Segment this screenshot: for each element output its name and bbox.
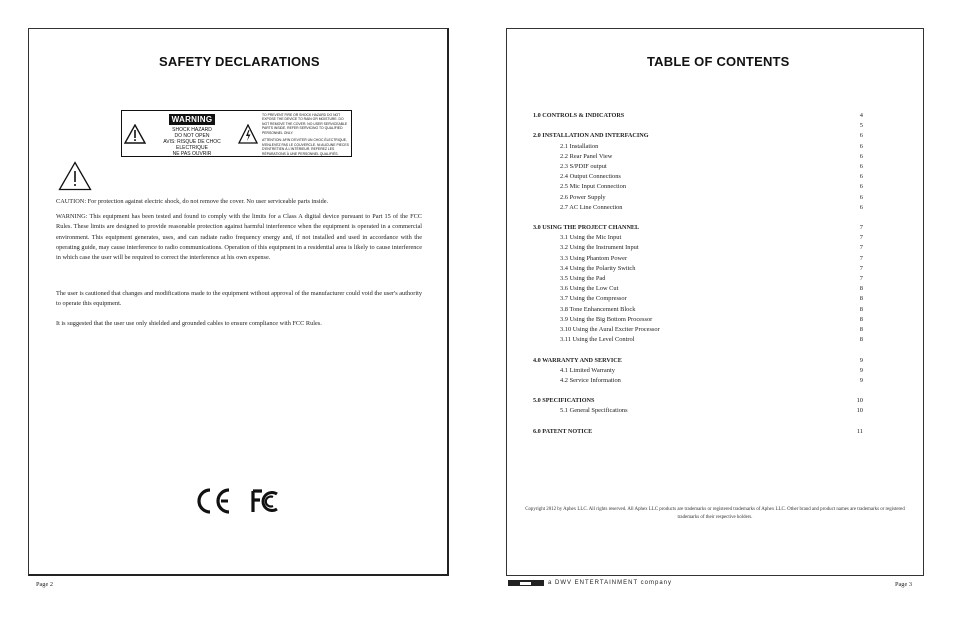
toc-entry-title: 2.5 Mic Input Connection bbox=[560, 183, 627, 191]
warning-line: NE PAS OUVRIR bbox=[172, 151, 212, 157]
toc-entry-page: 8 bbox=[859, 336, 863, 344]
toc-entry-page: 7 bbox=[859, 224, 863, 232]
toc-entry-title: 1.0 CONTROLS & INDICATORS bbox=[533, 112, 625, 119]
toc-entry-title: 3.2 Using the Instrument Input bbox=[560, 244, 639, 252]
toc-entry-page: 5 bbox=[859, 122, 863, 130]
page-title: SAFETY DECLARATIONS bbox=[159, 54, 320, 69]
toc-entry-title: 2.4 Output Connections bbox=[560, 173, 621, 181]
brand-footer bbox=[508, 579, 672, 587]
brand-tagline: a DWV ENTERTAINMENT company bbox=[548, 580, 673, 586]
toc-entry-page: 6 bbox=[859, 203, 863, 211]
toc-entry[interactable] bbox=[533, 203, 863, 213]
toc-entry[interactable] bbox=[533, 294, 863, 304]
cable-paragraph: It is suggested that the user use only shielded and grounded cables to ensure compliance with FCC Rules. bbox=[56, 320, 322, 327]
toc-entry-title: 3.3 Using Phantom Power bbox=[560, 254, 628, 262]
toc-spacer bbox=[533, 213, 863, 223]
toc-entry-page: 4 bbox=[859, 112, 863, 119]
warning-triangle-icon bbox=[122, 111, 148, 156]
toc-entry-page: 8 bbox=[859, 325, 863, 333]
copyright-notice: Copyright 2012 by Aphex LLC. All rights reserved. All Aphex LLC products are trademarks or registered trademarks of Aphex LLC. Other brand and product names are trademarks or registered trademarks of their respective holders. bbox=[525, 507, 905, 520]
ce-mark-icon bbox=[199, 490, 229, 512]
toc-entry-title: 2.3 S/PDIF output bbox=[560, 162, 607, 170]
toc-section[interactable] bbox=[533, 223, 863, 233]
toc-entry[interactable] bbox=[533, 142, 863, 152]
toc-entry-page: 11 bbox=[856, 427, 863, 435]
warning-line: DO NOT OPEN bbox=[174, 133, 210, 139]
toc-entry[interactable] bbox=[533, 366, 863, 376]
lightning-triangle-icon bbox=[236, 111, 260, 156]
toc-entry[interactable] bbox=[533, 152, 863, 162]
warning-label-center bbox=[148, 111, 236, 156]
toc-entry[interactable] bbox=[533, 406, 863, 416]
toc-spacer bbox=[533, 386, 863, 396]
toc-entry[interactable] bbox=[533, 274, 863, 284]
page-title: TABLE OF CONTENTS bbox=[647, 54, 790, 69]
warning-line: SHOCK HAZARD bbox=[172, 127, 212, 133]
toc-entry-page: 7 bbox=[859, 234, 863, 242]
toc-entry-title: 3.7 Using the Compressor bbox=[560, 295, 627, 303]
toc-entry-title: 3.4 Using the Polarity Switch bbox=[560, 264, 636, 272]
warning-heading: WARNING bbox=[169, 114, 216, 125]
toc-entry[interactable] bbox=[533, 325, 863, 335]
table-of-contents bbox=[533, 111, 863, 437]
toc-entry-title: 2.0 INSTALLATION AND INTERFACING bbox=[533, 132, 649, 140]
warning-triangle-icon bbox=[58, 161, 92, 191]
toc-entry-page: 7 bbox=[859, 264, 863, 272]
toc-entry[interactable] bbox=[533, 162, 863, 172]
modification-paragraph: The user is cautioned that changes and modifications made to the equipment without approval of the manufacturer could void the user's authority to operate this equipment. bbox=[56, 290, 422, 308]
toc-entry-title: 2.7 AC Line Connection bbox=[560, 203, 623, 211]
left-page bbox=[28, 28, 449, 576]
toc-entry-title: 3.8 Tone Enhancement Block bbox=[560, 305, 636, 313]
toc-entry[interactable] bbox=[533, 172, 863, 182]
toc-entry[interactable] bbox=[533, 121, 863, 131]
right-page bbox=[506, 28, 924, 576]
toc-entry-title: 4.2 Service Information bbox=[560, 376, 621, 384]
toc-entry[interactable] bbox=[533, 376, 863, 386]
toc-entry-page: 9 bbox=[859, 356, 863, 364]
toc-entry-page: 7 bbox=[859, 254, 863, 262]
aphex-logo-icon bbox=[508, 580, 544, 586]
toc-section[interactable] bbox=[533, 427, 863, 437]
toc-entry-title: 5.0 SPECIFICATIONS bbox=[533, 397, 595, 405]
fcc-warning-paragraph: WARNING: This equipment has been tested and found to comply with the limits for a Class A digital device pursuant to Part 15 of the FCC Rules. These limits are designed to provide reasonable protection against harmful interference when the equipment is operated in a commercial environment. This equipment generates, uses, and can radiate radio frequency energy and, if not installed and used in accordance with the operating guide, may cause interference to radio communications. Operation of this equipment in a residential area is likely to cause interference in which case the user will be required to correct the interference at his own expense. bbox=[56, 213, 422, 262]
warning-side-text bbox=[260, 111, 351, 156]
toc-entry-page: 8 bbox=[859, 295, 863, 303]
toc-entry-page: 8 bbox=[859, 315, 863, 323]
toc-entry-page: 10 bbox=[856, 407, 863, 415]
warning-label bbox=[121, 110, 352, 157]
toc-entry[interactable] bbox=[533, 264, 863, 274]
toc-entry[interactable] bbox=[533, 233, 863, 243]
toc-entry[interactable] bbox=[533, 284, 863, 294]
caution-paragraph: CAUTION: For protection against electric shock, do not remove the cover. No user serviceable parts inside. bbox=[56, 198, 329, 205]
toc-entry-page: 6 bbox=[859, 183, 863, 191]
toc-spacer bbox=[533, 345, 863, 355]
toc-entry[interactable] bbox=[533, 193, 863, 203]
toc-entry[interactable] bbox=[533, 254, 863, 264]
toc-spacer bbox=[533, 417, 863, 427]
compliance-logos bbox=[195, 486, 285, 516]
toc-entry-page: 7 bbox=[859, 275, 863, 282]
page-number: Page 3 bbox=[895, 581, 912, 588]
page-number: Page 2 bbox=[36, 581, 53, 588]
warning-french-text: ATTENTION: AFIN D'EVITER UN CHOC ÉLECTRIQUE, N'ENLEVEZ PAS LE COUVERCLE. NI AUCUNE PIECES D'ENTRETIEN À L'INTÉRIEUR. REFEREZ LES RÉPARATIONS À UNE PERSONNEL QUALIFIÉS. bbox=[262, 138, 349, 156]
toc-entry-page: 6 bbox=[859, 132, 863, 140]
toc-section[interactable] bbox=[533, 356, 863, 366]
fcc-mark-icon bbox=[253, 491, 277, 512]
toc-entry-title: 6.0 PATENT NOTICE bbox=[533, 427, 593, 435]
toc-entry[interactable] bbox=[533, 182, 863, 192]
toc-entry-title: 3.6 Using the Low Cut bbox=[560, 285, 619, 293]
warning-english-text: TO PREVENT FIRE OR SHOCK HAZARD DO NOT EXPOSE THE DEVICE TO RAIN OR MOISTURE. DO NOT REMOVE THE COVER. NO USER SERVICEABLE PARTS INSIDE. REFER SERVICING TO QUALIFIED PERSONNEL ONLY. bbox=[262, 113, 348, 135]
toc-entry-page: 9 bbox=[859, 366, 863, 374]
toc-section[interactable] bbox=[533, 111, 863, 121]
toc-entry-title: 2.2 Rear Panel View bbox=[560, 152, 613, 160]
toc-entry-page: 6 bbox=[859, 152, 863, 160]
toc-entry-page: 6 bbox=[859, 142, 863, 150]
toc-entry[interactable] bbox=[533, 315, 863, 325]
toc-entry-page: 8 bbox=[859, 305, 863, 313]
toc-entry-title: 4.1 Limited Warranty bbox=[560, 366, 615, 374]
warning-line: AVIS: RISQUE DE CHOC ELECTRIQUE bbox=[163, 139, 221, 151]
toc-section[interactable] bbox=[533, 396, 863, 406]
toc-entry-title: 3.9 Using the Big Bottom Processor bbox=[560, 315, 653, 323]
toc-entry-page: 8 bbox=[859, 285, 863, 293]
toc-entry-title: 2.6 Power Supply bbox=[560, 193, 606, 201]
toc-entry-page: 6 bbox=[859, 193, 863, 201]
toc-entry-title: 4.0 WARRANTY AND SERVICE bbox=[533, 356, 622, 364]
toc-entry[interactable] bbox=[533, 305, 863, 315]
toc-entry-title: 3.0 USING THE PROJECT CHANNEL bbox=[533, 224, 640, 232]
toc-entry-title: 5.1 General Specifications bbox=[560, 407, 628, 415]
toc-entry-title: 3.11 Using the Level Control bbox=[560, 336, 635, 344]
toc-entry-title: 2.1 Installation bbox=[560, 142, 599, 150]
toc-entry-page: 9 bbox=[859, 376, 863, 384]
toc-entry[interactable] bbox=[533, 335, 863, 345]
toc-entry-title: 3.1 Using the Mic Input bbox=[560, 234, 622, 242]
toc-entry-page: 6 bbox=[859, 162, 863, 170]
toc-entry-title: 3.10 Using the Aural Exciter Processor bbox=[560, 325, 660, 333]
toc-entry[interactable] bbox=[533, 243, 863, 253]
toc-entry-page: 7 bbox=[859, 244, 863, 252]
toc-entry-title: 3.5 Using the Pad bbox=[560, 275, 606, 282]
toc-entry-page: 6 bbox=[859, 173, 863, 181]
toc-section[interactable] bbox=[533, 131, 863, 141]
toc-entry-page: 10 bbox=[856, 397, 863, 405]
